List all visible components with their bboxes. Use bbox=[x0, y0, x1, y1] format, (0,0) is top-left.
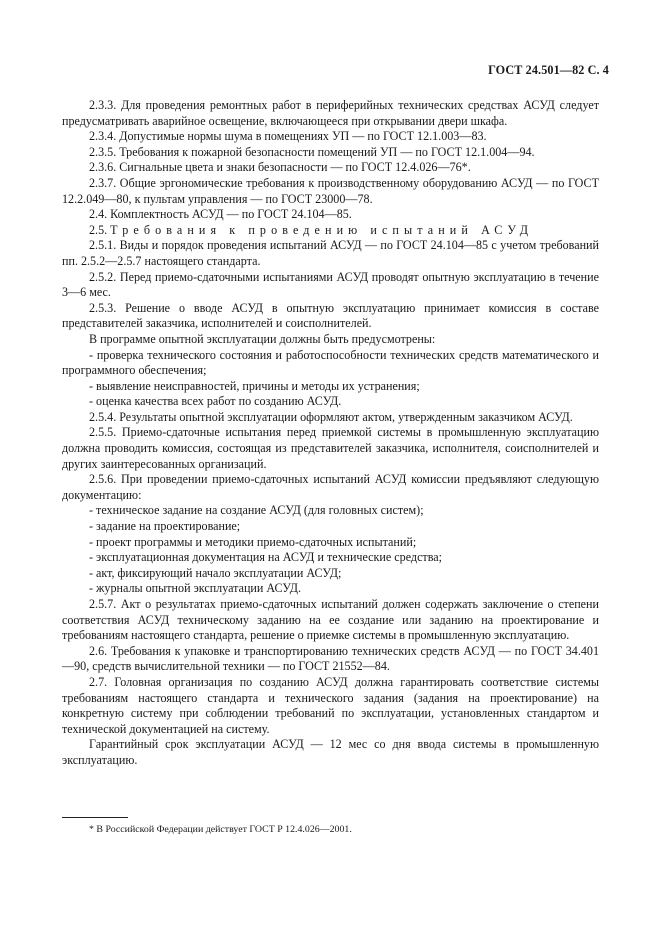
paragraph-2-7: 2.7. Головная организация по созданию АСУД должна гарантировать соответствие системы требованиям настоящего стандарта и технического задания (задания на проектирование) на конкретную систему при соблюдении требований по эксплуатации, установленных стандартом и технической документацией на систему. bbox=[62, 674, 599, 736]
list-item: - эксплуатационная документация на АСУД и технические средства; bbox=[89, 550, 442, 565]
section-title: Требования к проведению испытаний АСУД bbox=[110, 222, 534, 237]
list-item: - проект программы и методики приемо-сдаточных испытаний; bbox=[89, 534, 417, 549]
paragraph-2-6: 2.6. Требования к упаковке и транспортированию технических средств АСУД — по ГОСТ 34.401—90, средств вычислительной техники — по ГОСТ 21552—84. bbox=[62, 643, 599, 674]
list-item: - проверка технического состояния и работоспособности технических средств математического и программного обеспечения; bbox=[62, 347, 599, 378]
paragraph-program-intro: В программе опытной эксплуатации должны быть предусмотрены: bbox=[89, 331, 436, 346]
paragraph-2-5-5: 2.5.5. Приемо-сдаточные испытания перед приемкой системы в промышленную эксплуатацию должна проводить комиссия, состоящая из представителей заказчика, исполнителя, соисполнителей и других заинтересованных организаций. bbox=[62, 425, 599, 471]
list-item: - журналы опытной эксплуатации АСУД. bbox=[89, 581, 302, 596]
paragraph-2-3-5: 2.3.5. Требования к пожарной безопасности помещений УП — по ГОСТ 12.1.004—94. bbox=[89, 144, 535, 159]
list-item: - техническое задание на создание АСУД (для головных систем); bbox=[89, 503, 424, 518]
footnote: * В Российской Федерации действует ГОСТ Р 12.4.026—2001. bbox=[89, 824, 352, 835]
section-number: 2.5. bbox=[89, 222, 108, 237]
paragraph-2-3-7: 2.3.7. Общие эргономические требования к производственному оборудованию АСУД — по ГОСТ 12.2.049—80, к пультам управления — по ГОСТ 23000—78. bbox=[62, 175, 599, 206]
footnote-divider bbox=[62, 817, 128, 818]
paragraph-2-5-7: 2.5.7. Акт о результатах приемо-сдаточных испытаний должен содержать заключение о степени соответствия АСУД техническому заданию на ее создание или заданию на проектирование и требованиям настоящего стандарта, решение о приемке системы в промышленную эксплуатацию. bbox=[62, 597, 599, 643]
paragraph-2-5-4: 2.5.4. Результаты опытной эксплуатации оформляют актом, утвержденным заказчиком АСУД. bbox=[89, 409, 573, 424]
list-item: - выявление неисправностей, причины и методы их устранения; bbox=[89, 378, 420, 393]
list-item: - акт, фиксирующий начало эксплуатации АСУД; bbox=[89, 565, 342, 580]
paragraph-2-5-1: 2.5.1. Виды и порядок проведения испытаний АСУД — по ГОСТ 24.104—85 с учетом требований пп. 2.5.2—2.5.7 настоящего стандарта. bbox=[62, 238, 599, 268]
paragraph-2-3-6: 2.3.6. Сигнальные цвета и знаки безопасности — по ГОСТ 12.4.026—76*. bbox=[89, 160, 471, 175]
document-body bbox=[62, 98, 599, 769]
paragraph-2-3-4: 2.3.4. Допустимые нормы шума в помещениях УП — по ГОСТ 12.1.003—83. bbox=[89, 129, 487, 144]
paragraph-warranty: Гарантийный срок эксплуатации АСУД — 12 мес со дня ввода системы в промышленную эксплуатацию. bbox=[62, 737, 599, 767]
section-heading-2-5 bbox=[62, 223, 599, 239]
list-item: - оценка качества всех работ по созданию АСУД. bbox=[89, 394, 342, 409]
paragraph-2-4: 2.4. Комплектность АСУД — по ГОСТ 24.104—85. bbox=[89, 207, 352, 222]
paragraph-2-5-6: 2.5.6. При проведении приемо-сдаточных испытаний АСУД комиссии предъявляют следующую документацию: bbox=[62, 472, 599, 502]
list-item: - задание на проектирование; bbox=[89, 519, 241, 534]
paragraph-2-3-3: 2.3.3. Для проведения ремонтных работ в периферийных технических средствах АСУД следует предусматривать аварийное освещение, включающееся при открывании двери шкафа. bbox=[62, 98, 599, 128]
page-header: ГОСТ 24.501—82 С. 4 bbox=[488, 63, 609, 77]
paragraph-2-5-2: 2.5.2. Перед приемо-сдаточными испытаниями АСУД проводят опытную эксплуатацию в течение 3—6 мес. bbox=[62, 269, 599, 300]
paragraph-2-5-3: 2.5.3. Решение о вводе АСУД в опытную эксплуатацию принимает комиссия в составе представителей заказчика, исполнителей и соисполнителей. bbox=[62, 300, 599, 331]
